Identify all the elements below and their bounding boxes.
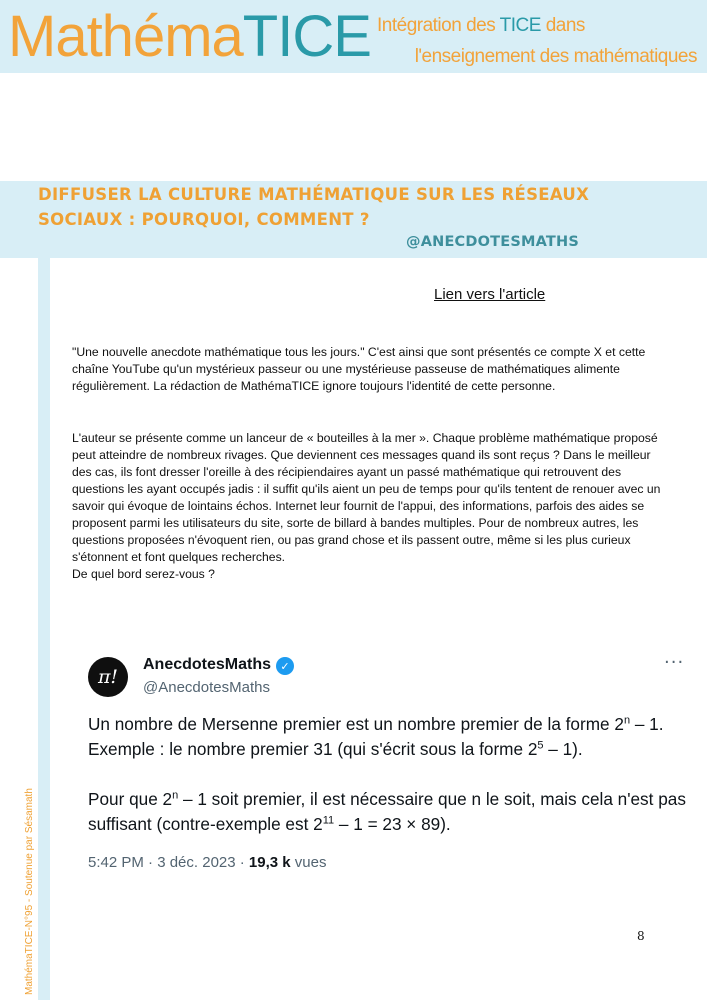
more-options-icon[interactable]: ··· <box>664 652 685 673</box>
tweet-line1-c: – 1). <box>543 739 583 759</box>
verified-badge-icon: ✓ <box>276 657 294 675</box>
brand-part2: TICE <box>242 4 371 69</box>
author-handle: @ANECDOTESMATHS <box>406 234 579 250</box>
tweet-gap <box>88 762 688 787</box>
tweet-line2-c: – 1 = 23 × 89). <box>334 814 451 834</box>
page-number: 8 <box>637 929 645 943</box>
tagline-line1 <box>377 10 697 41</box>
tweet-author-handle[interactable]: @AnecdotesMaths <box>143 679 270 696</box>
tweet-line1-a: Un nombre de Mersenne premier est un nombre premier de la forme 2 <box>88 714 624 734</box>
tweet-views-count: 19,3 k <box>248 854 291 871</box>
tweet-meta <box>88 854 327 871</box>
tweet-author-name[interactable]: AnecdotesMaths <box>143 656 272 673</box>
tweet-sup: 11 <box>322 814 335 827</box>
brand-part1: Mathéma <box>8 4 243 69</box>
avatar[interactable]: π! <box>88 657 128 697</box>
side-footer-text: MathémaTICE-N°95 - Soutenue par Sésamath <box>24 788 35 995</box>
body-paragraph-text: L'auteur se présente comme un lanceur de « bouteilles à la mer ». Chaque problème mathématique proposé peut atteindre de nombreux rivages. Que deviennent ces messages quand ils sont reçus ? Dans le meilleur des cas, ils font dresser l'oreille à des récipiendaires ayant un passé mathématique qui retrouvent des questions les ayant occupés jadis : il suffit qu'ils aient un peu de temps pour qu'ils tentent de renouer avec un savoir qui évoque de lointains échos. Internet leur fournit de l'appui, des informations, parfois des aides se proposent parmi les utilisateurs du site, sorte de billard à bandes multiples. Pour de nombreux autres, les questions proposées n'évoquent rien, ou pas grand chose et ils passent outre, même si les plus curieux s'étonnent et font quelques recherches. <box>72 431 661 564</box>
side-bar <box>38 258 50 1000</box>
body-paragraph <box>72 430 672 583</box>
tagline-l1-pre: Intégration des <box>377 15 500 36</box>
tagline-l1-post: dans <box>540 15 585 36</box>
tweet-sup: n <box>172 789 179 802</box>
intro-paragraph: "Une nouvelle anecdote mathématique tous les jours." C'est ainsi que sont présentés ce compte X et cette chaîne YouTube qu'un mystérieux passeur ou une mystérieuse passeuse de mathématiques alimente régulièrement. La rédaction de MathémaTICE ignore toujours l'identité de cette personne. <box>72 345 646 393</box>
tagline-line2: l'enseignement des mathématiques <box>414 46 697 67</box>
tweet-line1-b: – 1. Exemple : le nombre premier 31 (qui s'écrit sous la forme 2 <box>88 714 664 759</box>
tweet-line2-b: – 1 soit premier, il est nécessaire que n le soit, mais cela n'est pas suffisant (contre-exemple est 2 <box>88 789 686 834</box>
header-tagline <box>377 10 697 72</box>
tweet-line2-a: Pour que 2 <box>88 789 173 809</box>
tagline-l1-tice: TICE <box>499 15 541 36</box>
body-paragraph-question: De quel bord serez-vous ? <box>72 567 215 581</box>
article-link[interactable]: Lien vers l'article <box>434 286 546 303</box>
article-title: DIFFUSER LA CULTURE MATHÉMATIQUE SUR LES RÉSEAUX SOCIAUX : POURQUOI, COMMENT ? <box>38 185 590 229</box>
tweet-card[interactable] <box>72 640 697 880</box>
tweet-sup: n <box>623 714 631 727</box>
tweet-views-label: vues <box>290 854 327 871</box>
brand-logo <box>8 4 371 70</box>
tweet-timestamp[interactable]: 5:42 PM · 3 déc. 2023 · <box>88 854 249 871</box>
tweet-text <box>88 712 688 837</box>
tweet-sup: 5 <box>537 739 544 752</box>
